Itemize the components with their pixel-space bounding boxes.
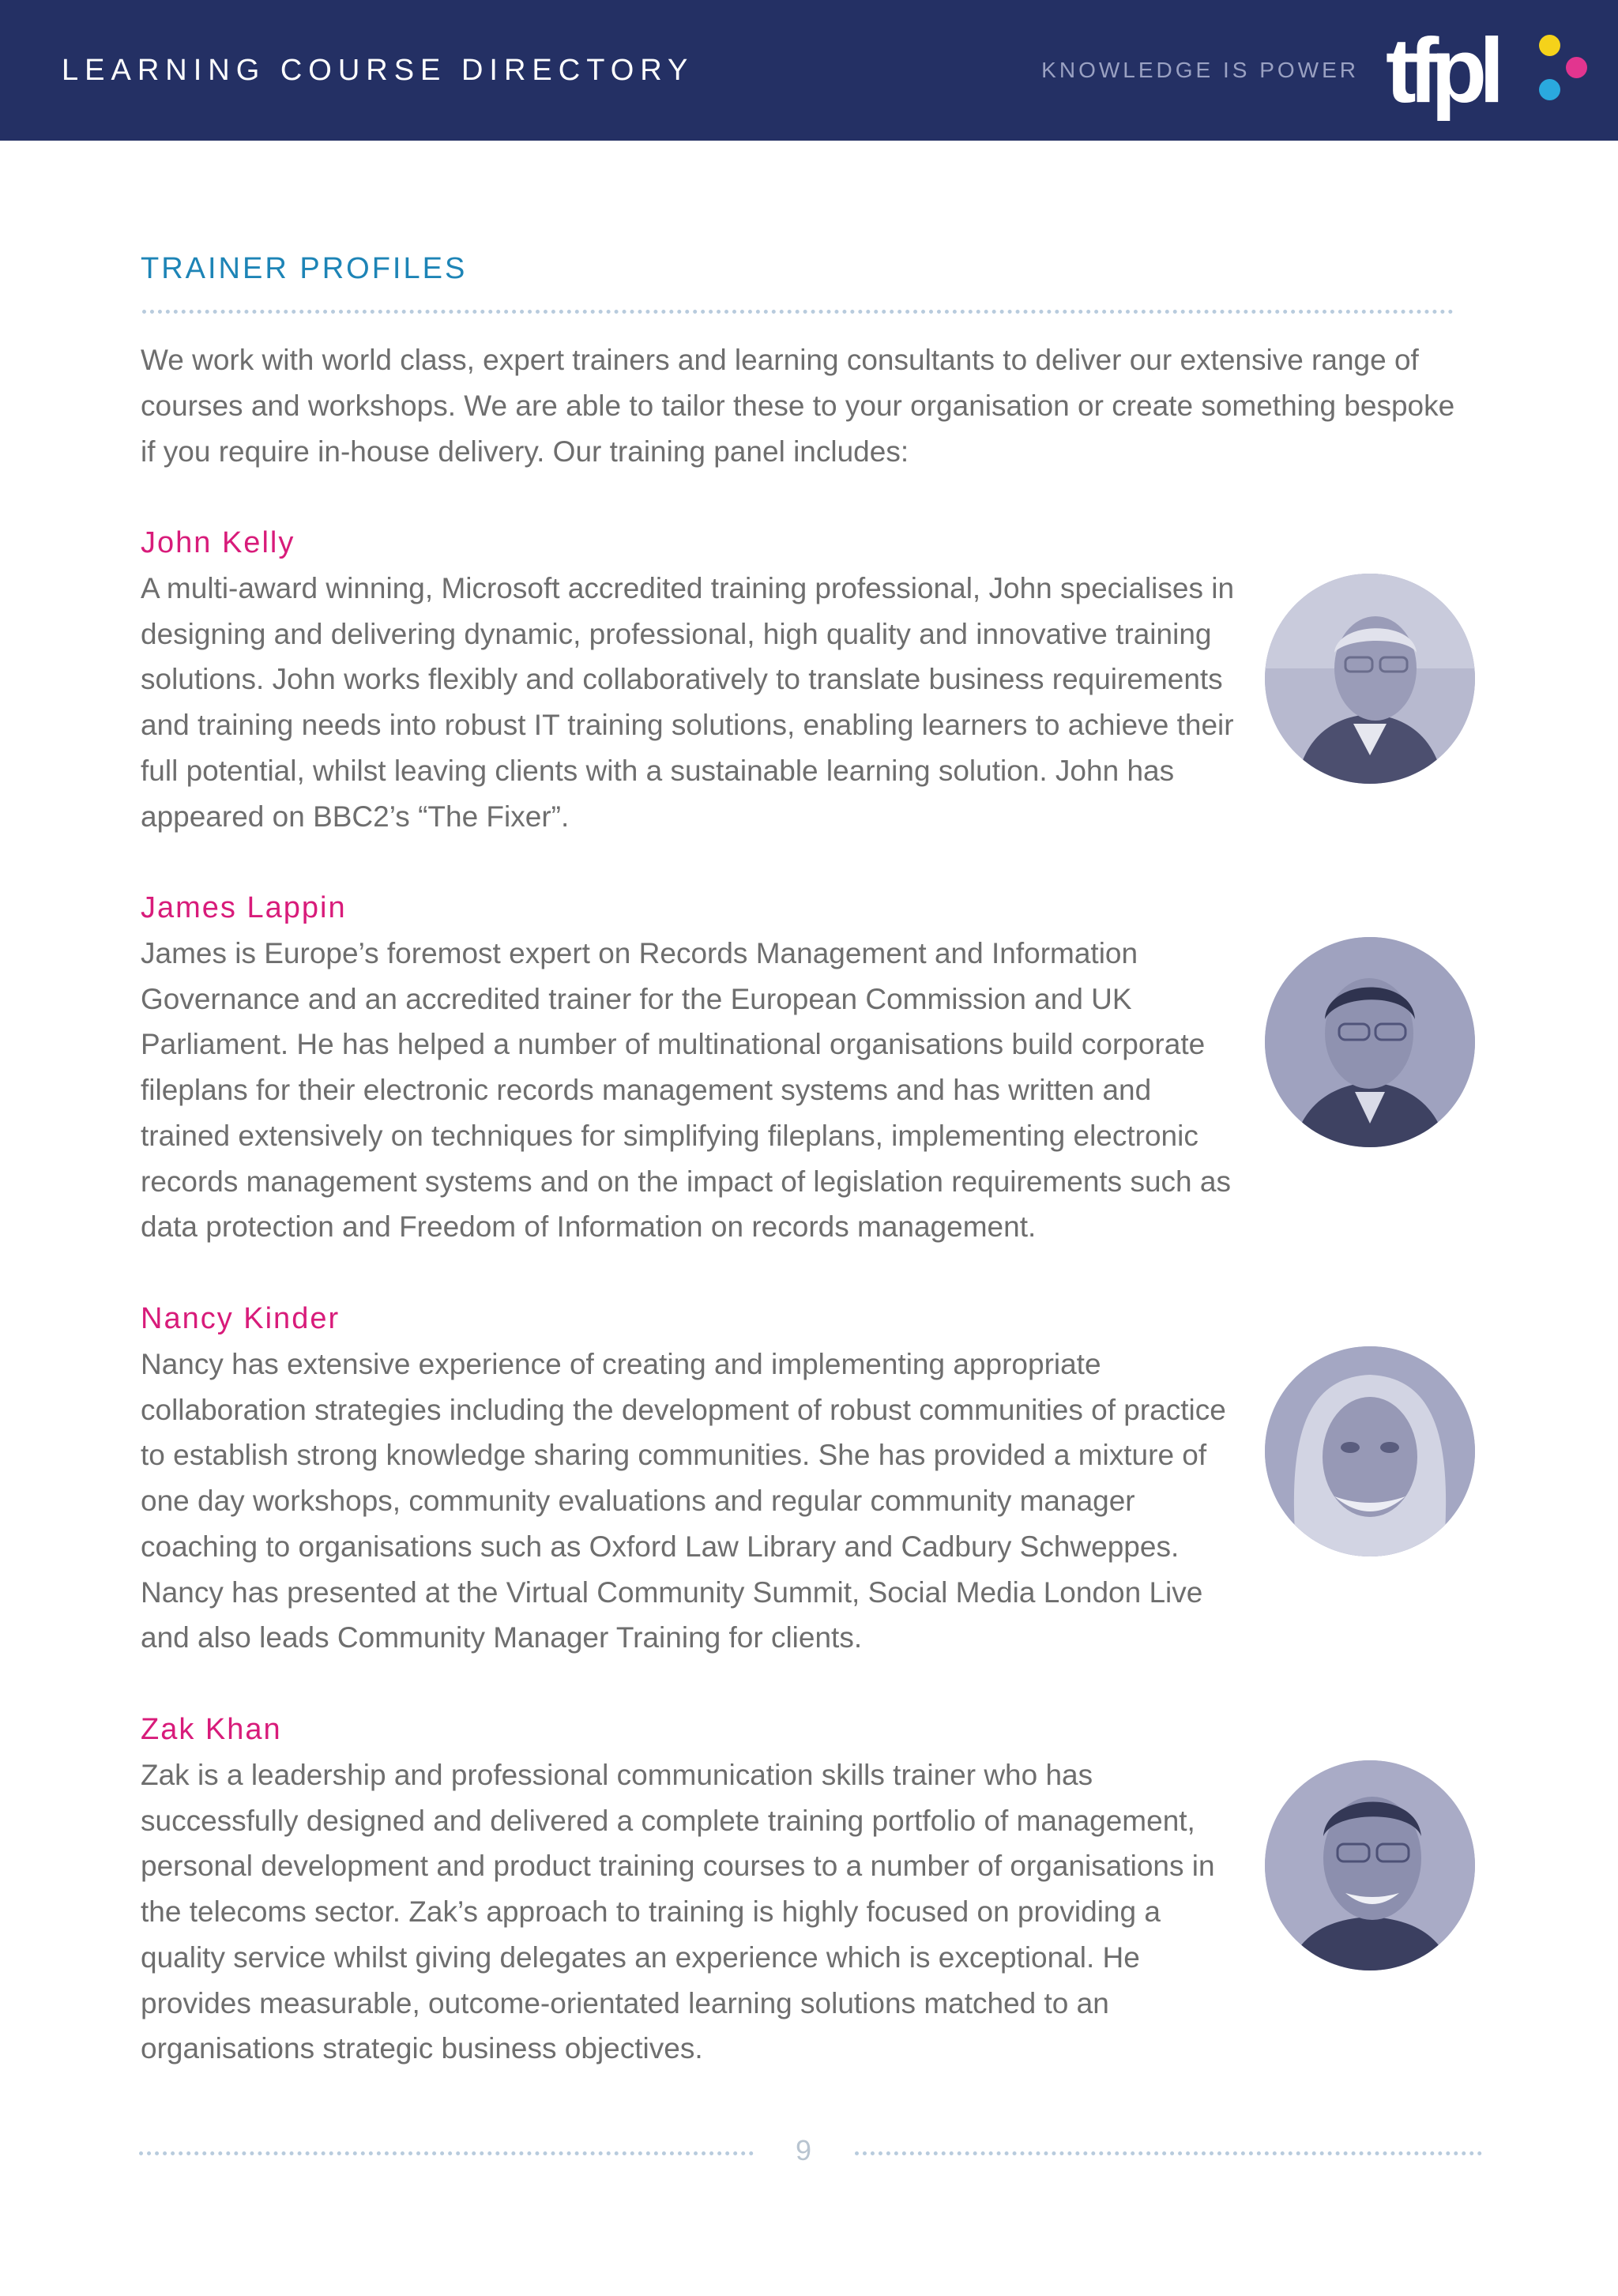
logo-dot-yellow [1539, 35, 1560, 56]
logo-wordmark: tfpl [1386, 19, 1497, 122]
document-title: LEARNING COURSE DIRECTORY [62, 54, 694, 87]
trainer-bio: James is Europe’s foremost expert on Records Management and Information Governance and an accredited trainer for the European Commission and UK Parliament. He has helped a number of multinational organisations build corporate fileplans for their electronic records management systems and has written and trained extensively on techniques for simplifying fileplans, implementing electronic records management systems and on the impact of legislation requirements such as data protection and Freedom of Information on records management. [141, 937, 1231, 1244]
trainer-name: John Kelly [141, 526, 295, 559]
trainer-photo [1265, 1760, 1475, 1970]
logo-dot-cyan [1539, 79, 1560, 100]
trainer-photo [1265, 574, 1475, 784]
dotted-divider [142, 310, 1454, 314]
person-portrait-icon [1265, 574, 1475, 784]
trainer-name: James Lappin [141, 891, 347, 924]
person-portrait-icon [1265, 1760, 1475, 1970]
header-tagline: KNOWLEDGE IS POWER [1041, 58, 1359, 82]
tfpl-logo [1386, 19, 1591, 123]
page-number: 9 [795, 2134, 812, 2166]
trainer-bio: Nancy has extensive experience of creating and implementing appropriate collaboration strategies including the development of robust communities of practice to establish strong knowledge sharing communities. She has provided a mixture of one day workshops, community evaluations and regular community manager coaching to organisations such as Oxford Law Library and Cadbury Schweppes. Nancy has presented at the Virtual Community Summit, Social Media London Live and also leads Community Manager Training for clients. [141, 1348, 1226, 1654]
trainer-name: Nancy Kinder [141, 1302, 341, 1335]
section-title: TRAINER PROFILES [141, 252, 468, 285]
intro-paragraph: We work with world class, expert trainers and learning consultants to deliver our extensive range of courses and workshops. We are able to tailor these to your organisation or create something bespoke if you require in-house delivery. Our training panel includes: [141, 344, 1455, 468]
trainer-name: Zak Khan [141, 1713, 282, 1746]
logo-dot-magenta [1566, 57, 1587, 78]
trainer-photo [1265, 1346, 1475, 1556]
page-header [0, 0, 1618, 141]
trainer-photo [1265, 937, 1475, 1147]
footer-divider-right [855, 2151, 1482, 2155]
trainer-bio: Zak is a leadership and professional communication skills trainer who has successfully designed and delivered a complete training portfolio of management, personal development and product training courses to a number of organisations in the telecoms sector. Zak’s approach to training is highly focused on providing a quality service whilst giving delegates an experience which is exceptional. He provides measurable, outcome-orientated learning solutions matched to an organisations strategic business objectives. [141, 1759, 1215, 2065]
person-portrait-icon [1265, 937, 1475, 1147]
footer-divider-left [139, 2151, 754, 2155]
person-portrait-icon [1265, 1346, 1475, 1556]
trainer-bio: A multi-award winning, Microsoft accredited training professional, John specialises in designing and delivering dynamic, professional, high quality and innovative training solutions. John works flexibly and collaboratively to translate business requirements and training needs into robust IT training solutions, enabling learners to achieve their full potential, whilst leaving clients with a sustainable learning solution. John has appeared on BBC2’s “The Fixer”. [141, 572, 1235, 833]
